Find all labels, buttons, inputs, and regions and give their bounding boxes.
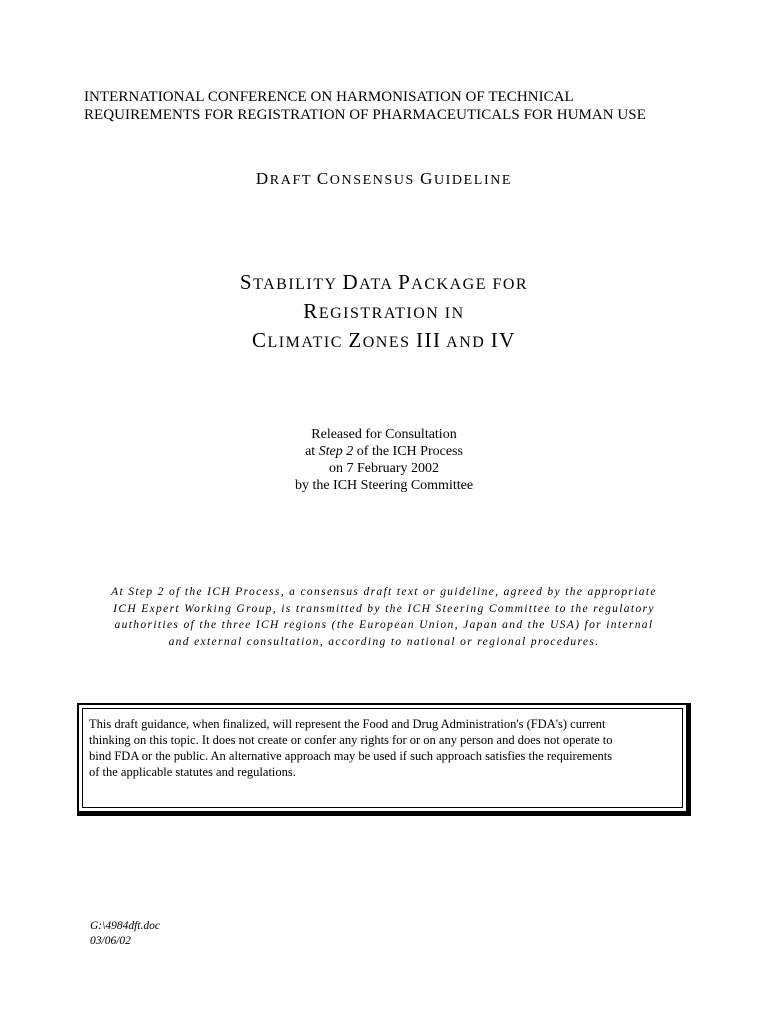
zones-first-letter: Z [348, 328, 363, 352]
step-note-line-2: ICH Expert Working Group, is transmitted by the ICH Steering Committee to the regulatory [113, 602, 655, 615]
document-footer [90, 919, 160, 949]
stability-first-letter: S [239, 270, 254, 294]
conference-line-2: REQUIREMENTS FOR REGISTRATION OF PHARMACEUTICALS FOR HUMAN USE [84, 107, 646, 123]
title-line-2 [0, 298, 768, 327]
fda-line-4: of the applicable statutes and regulations. [89, 765, 296, 779]
release-info [0, 426, 768, 494]
footer-date: 03/06/02 [90, 935, 131, 947]
consensus-rest: ONSENSUS [329, 173, 415, 188]
conference-header [84, 88, 704, 124]
release-line-2 [0, 443, 768, 460]
data-rest: ATA [359, 276, 399, 293]
data-first-letter: D [342, 270, 360, 294]
registration-first-letter: R [303, 299, 319, 323]
step-note-line-3: authorities of the three ICH regions (the European Union, Japan and the USA) for internal [114, 619, 654, 631]
fda-notice-text [89, 716, 612, 780]
draft-rest: RAFT [269, 173, 312, 188]
release-at: at [305, 444, 319, 459]
consensus-first-letter: C [316, 169, 330, 188]
guideline-first-letter: G [420, 169, 434, 188]
step-note-line-4: and external consultation, according to national or regional procedures. [168, 635, 600, 648]
fda-line-3: bind FDA or the public. An alternative approach may be used if such approach satisfies the requirements [89, 749, 613, 763]
title-line-3 [0, 327, 768, 356]
roman-three: III [416, 328, 442, 352]
release-process: of the ICH Process [353, 444, 463, 459]
roman-four: IV [490, 328, 516, 352]
registration-rest: EGISTRATION IN [318, 305, 465, 322]
package-first-letter: P [398, 270, 412, 294]
release-line-3: on 7 February 2002 [328, 461, 440, 476]
release-line-1: Released for Consultation [311, 427, 457, 442]
fda-line-2: thinking on this topic. It does not create or confer any rights for or on any person and does not operate to [89, 733, 613, 747]
package-rest: ACKAGE FOR [411, 276, 529, 293]
conference-line-1: INTERNATIONAL CONFERENCE ON HARMONISATION OF TECHNICAL [84, 89, 574, 105]
stability-rest: TABILITY [253, 276, 343, 293]
step-note-line-1: At Step 2 of the ICH Process, a consensus draft text or guideline, agreed by the appropriate [111, 586, 657, 598]
step-2-note [60, 584, 708, 650]
release-line-4: by the ICH Steering Committee [294, 478, 474, 493]
footer-file-path: G:\4984dft.doc [90, 920, 160, 932]
guideline-rest: UIDELINE [433, 173, 513, 188]
release-step: Step 2 [318, 444, 354, 459]
climatic-first-letter: C [252, 328, 268, 352]
title-line-1 [0, 269, 768, 298]
draft-first-letter: D [255, 169, 270, 188]
zones-rest: ONES [362, 334, 417, 351]
climatic-rest: LIMATIC [267, 334, 349, 351]
fda-line-1: This draft guidance, when finalized, will represent the Food and Drug Administration's (FDA's) current [89, 717, 606, 731]
fda-notice-box [77, 703, 691, 816]
draft-consensus-title [0, 169, 768, 189]
and-word: AND [441, 334, 491, 351]
document-title [0, 269, 768, 356]
